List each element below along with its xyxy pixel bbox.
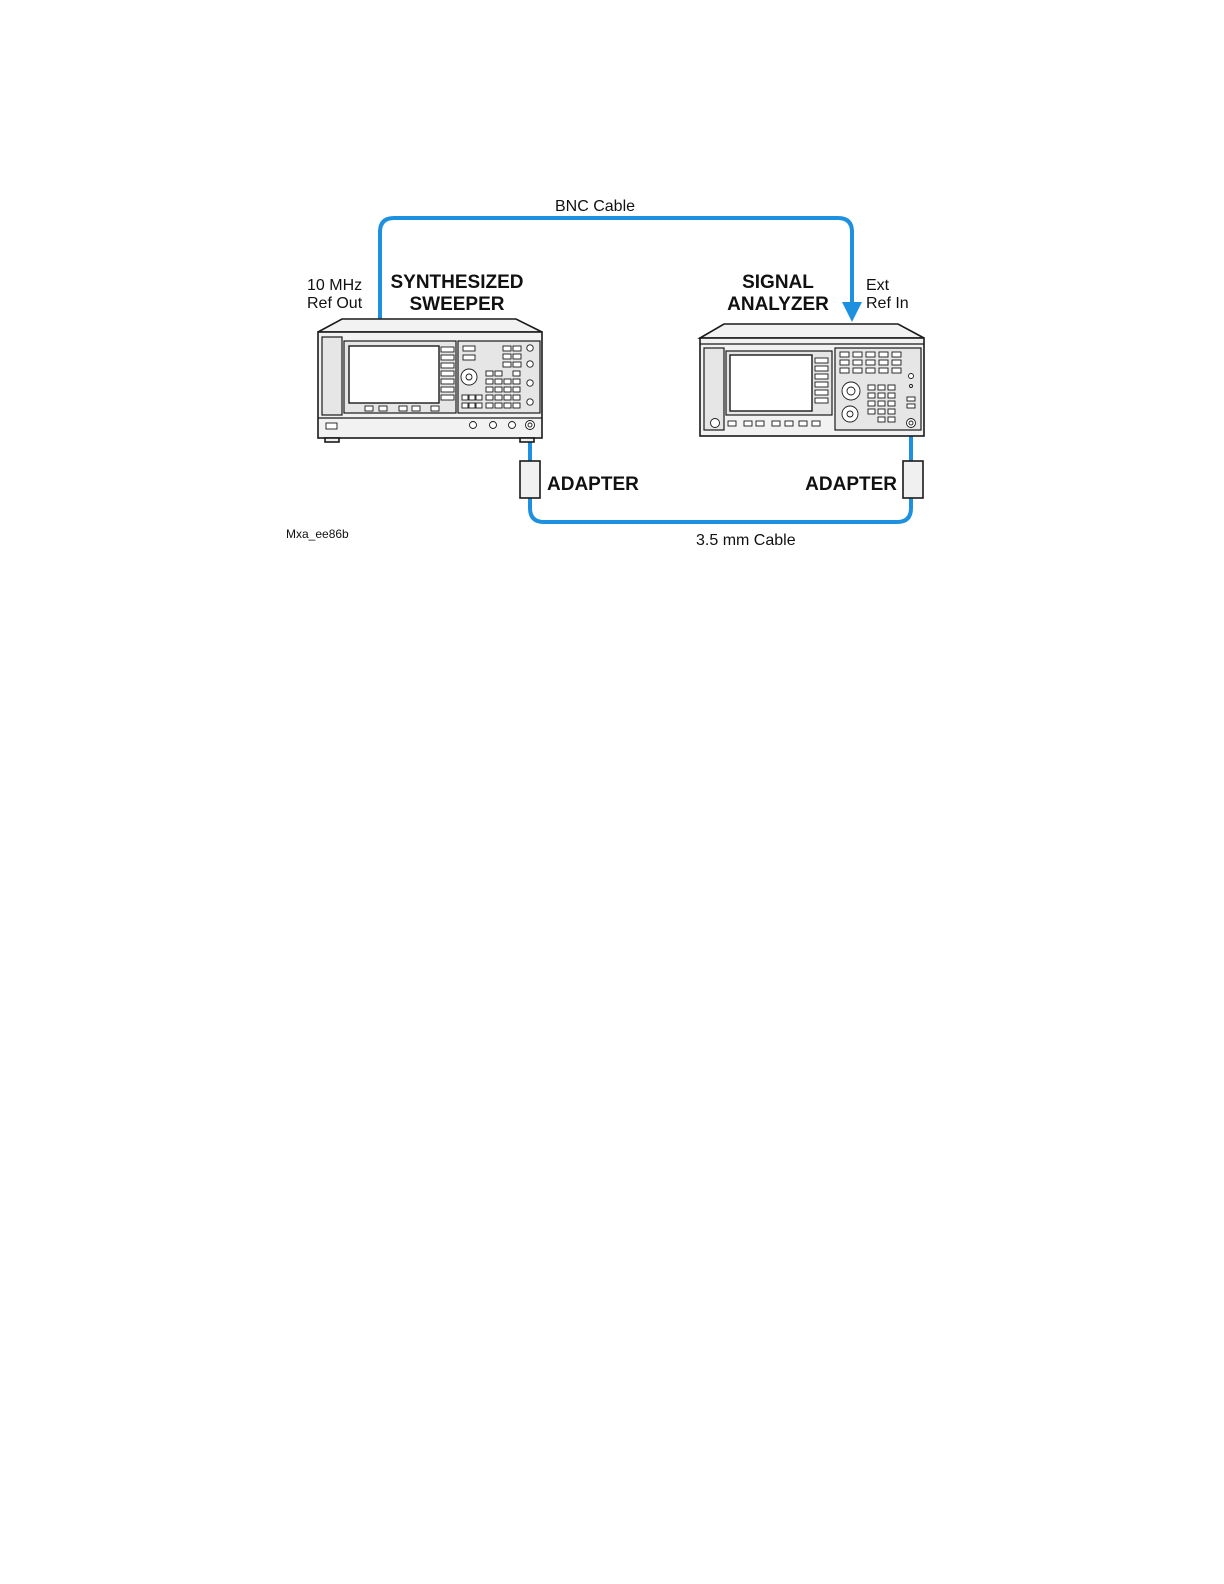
- analyzer-title-line2: ANALYZER: [727, 294, 829, 315]
- ref-out-label-line1: 10 MHz: [307, 277, 363, 294]
- signal-analyzer-instrument: [700, 324, 924, 436]
- adapter-right-label: ADAPTER: [805, 474, 897, 495]
- adapter-left-box: [520, 461, 540, 498]
- bnc-cable-label: BNC Cable: [555, 198, 636, 215]
- sweeper-title-line1: SYNTHESIZED: [390, 272, 524, 293]
- coax-cable: [530, 498, 911, 522]
- sweeper-title-line2: SWEEPER: [409, 294, 505, 315]
- coax-cable-label: 3.5 mm Cable: [696, 532, 796, 549]
- ext-ref-label-line1: Ext: [866, 277, 890, 294]
- ref-out-label-line2: Ref Out: [307, 295, 363, 312]
- ext-ref-label-line2: Ref In: [866, 295, 909, 312]
- adapter-right-box: [903, 461, 923, 498]
- analyzer-title-line1: SIGNAL: [742, 272, 814, 293]
- adapter-left-label: ADAPTER: [547, 474, 639, 495]
- figure-id-label: Mxa_ee86b: [286, 527, 349, 541]
- synthesized-sweeper-instrument: [318, 319, 542, 442]
